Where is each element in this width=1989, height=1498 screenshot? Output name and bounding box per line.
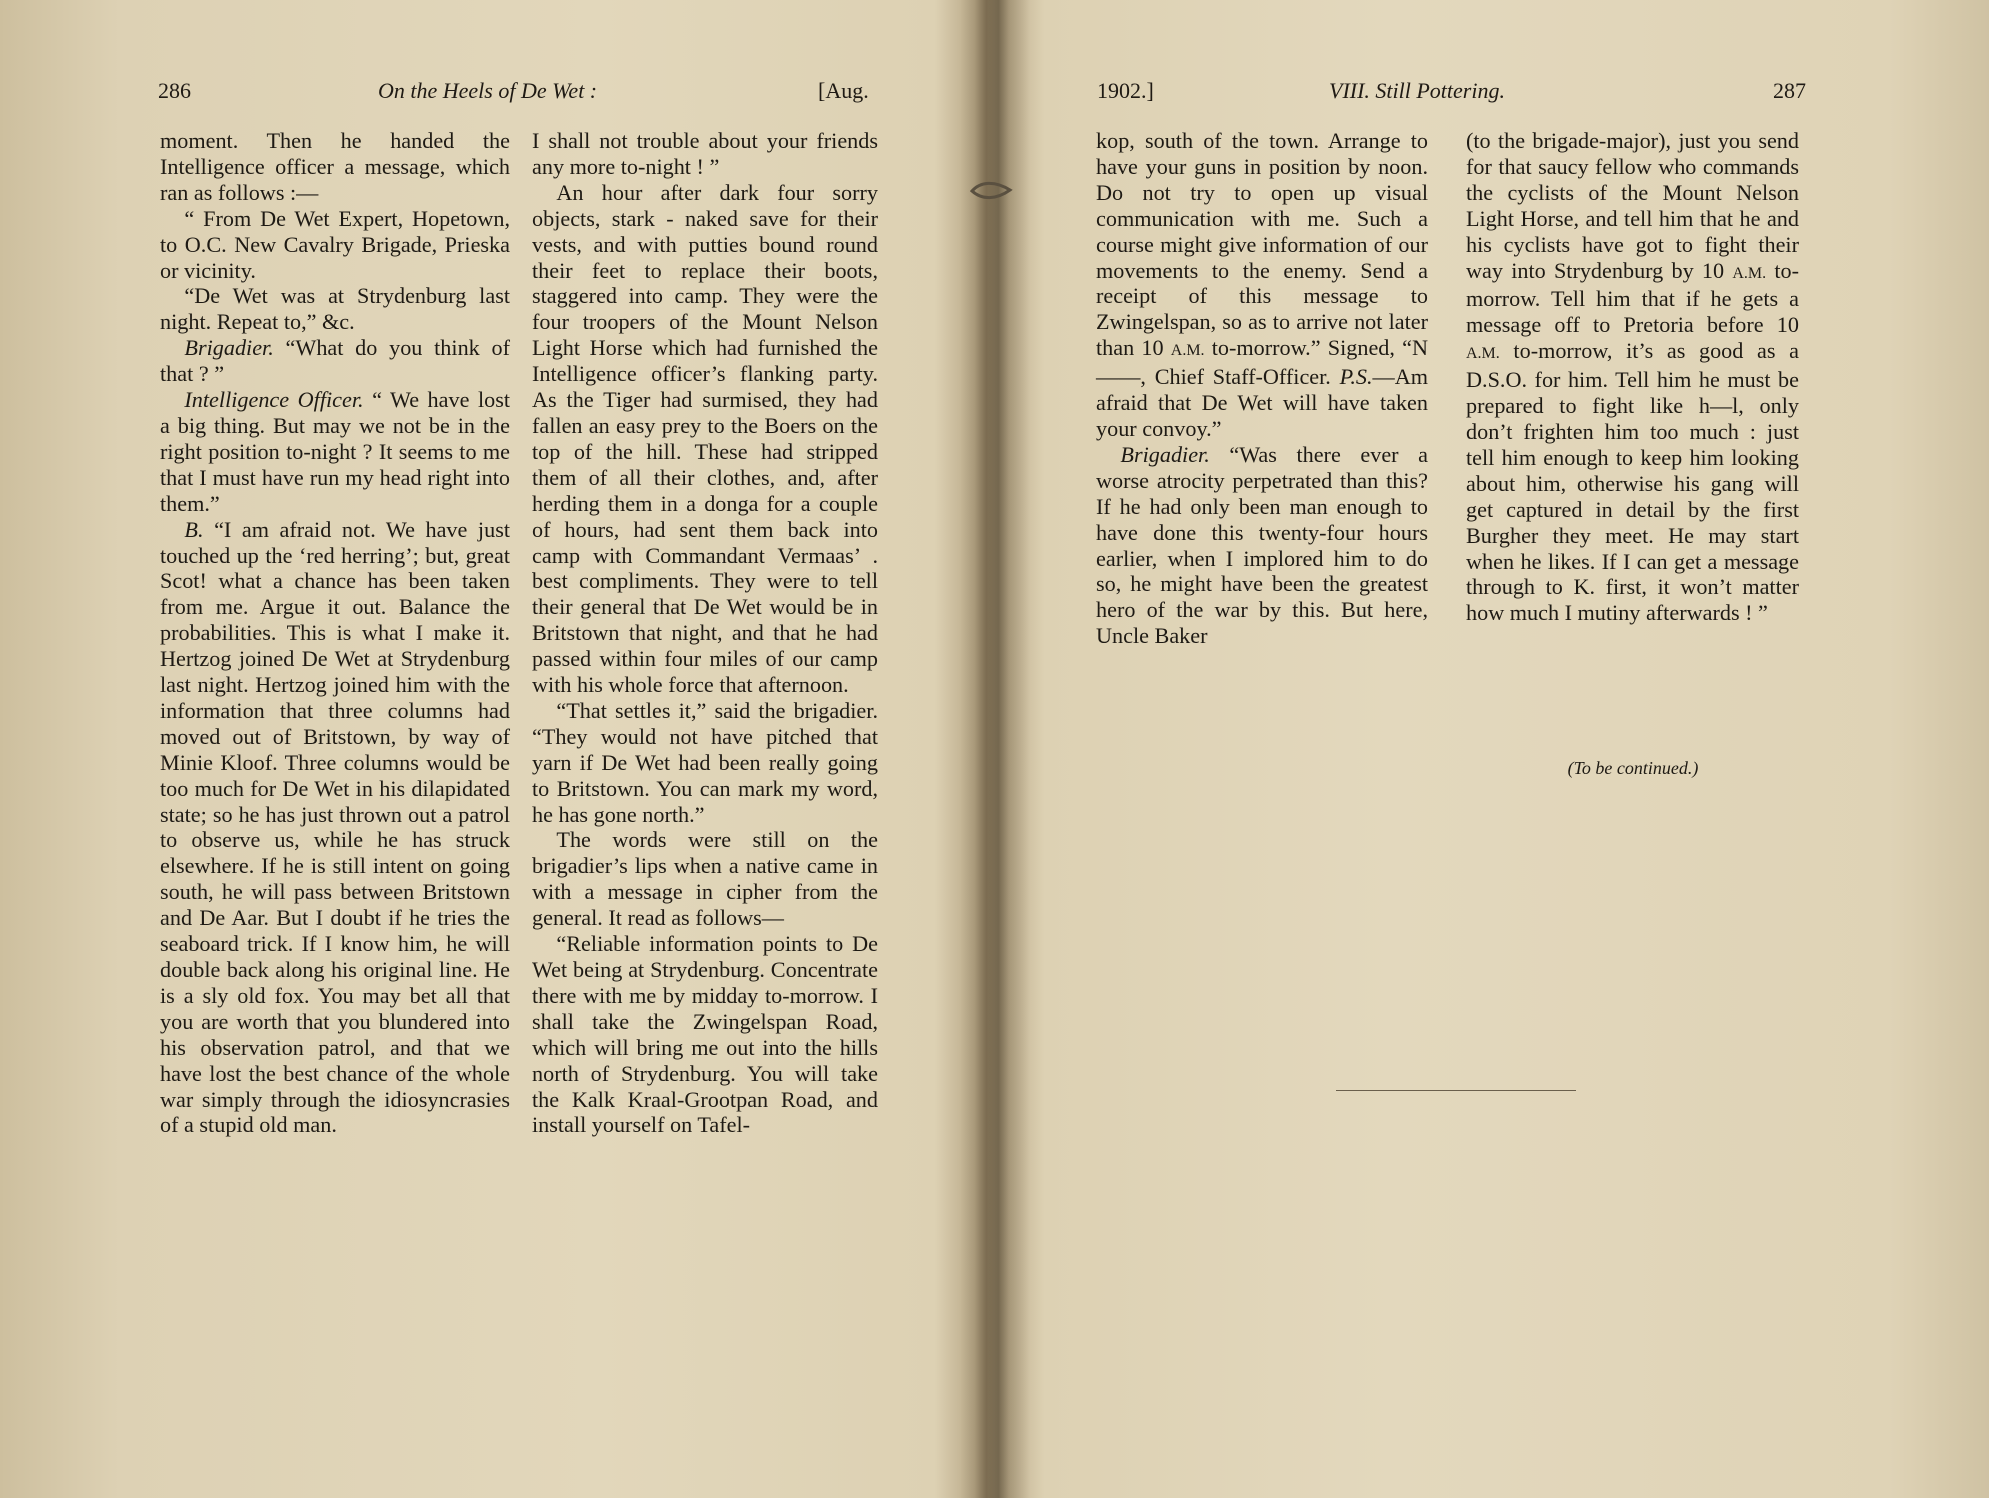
running-title: On the Heels of De Wet : [378,78,598,103]
dialogue-text: “ We have lost a big thing. But may we not be in the right position to-night ? It seems to me that I must have run my head right into them.” [160,387,511,516]
right-running-head [985,78,1989,108]
text-column-4 [1466,128,1799,626]
paragraph [160,335,510,387]
paragraph: An hour after dark four sorry objects, stark - naked save for their vests, and with putties bound round their feet to replace their boots, staggered into camp. They were the four troopers of the Mount Nelson Light Horse which had furnished the Intelligence officer’s flanking party. As the Tiger had surmised, they had fallen an easy prey to the Boers on the top of the hill. These had stripped them of all their clothes, and, after herding them in a donga for a couple of hours, had sent them back into camp with Commandant Vermaas’ . best compliments. They were to tell their general that De Wet would be in Britstown that night, and that he had passed within four miles of our camp with his whole force that afternoon. [532,179,878,698]
paragraph: The words were still on the brigadier’s lips when a native came in with a message in cipher from the general. It read as follows— [532,827,878,931]
dialogue-text: “What do you think of that ? ” [160,335,510,387]
dialogue-text: “Was there ever a worse atrocity perpetrated than this? If he had only been man enough to have done this twenty-four hours earlier, when I implored him to do so, he might have been the greatest hero of the war by this. But here, Uncle Baker [1096,441,1428,649]
page-number: 287 [1773,78,1806,103]
text-run: to-morrow. Tell him that if he gets a message off to Pretoria before 10 [1466,257,1799,338]
paragraph: “De Wet was at Strydenburg last night. Repeat to,” &c. [160,283,510,335]
text-run: to-morrow, it’s as good as a D.S.O. for him. Tell him he must be prepared to fight like h—l, only don’t frighten him too much : just tell him enough to keep him looking about him, otherwise his gang will get captured in detail by the first Burgher they meet. He may start when he likes. If I can get a message through to K. first, it won’t matter how much I mutiny afterwards ! ” [1466,338,1799,626]
end-rule [1336,1090,1576,1091]
dialogue-text: “I am afraid not. We have just touched up the ‘red herring’; but, great Scot! what a chance has been taken from me. Argue it out. Balance the probabilities. This is what I make it. Hertzog joined De Wet at Strydenburg last night. Hertzog joined him with the information that three columns had moved out of Britstown, by way of Minie Kloof. Three columns would be too much for De Wet in his dilapidated state; so he has just thrown out a patrol to observe us, while he has struck elsewhere. If he is still intent on going south, he will pass between Britstown and De Aar. But I doubt if he tries the seaboard trick. If I know him, he will double back along his original line. He is a sly old fox. You may bet all that you are worth that you blundered into his observation patrol, and that we have lost the best chance of the whole war simply through the idiosyncrasies of a stupid old man. [160,516,510,1138]
text-run: —Am afraid that De Wet will have taken your convoy.” [1096,364,1428,441]
paragraph [1466,128,1799,626]
text-run: kop, south of the town. Arrange to have your guns in position by noon. Do not try to open up visual communication with me. Such a course might give information of our movements to the enemy. Send a receipt of this message to Zwingelspan, so as to arrive not later than 10 [1096,128,1428,361]
paragraph: “That settles it,” said the brigadier. “They would not have pitched that yarn if De Wet had been really going to Britstown. You can mark my word, he has gone north.” [532,697,878,827]
running-date: 1902.] [1097,78,1154,103]
small-caps: A.M. [1170,342,1205,360]
text-run: (to the brigade-major), just you send for that saucy fellow who commands the cyclists of the Mount Nelson Light Horse, and tell him that he and his cyclists have got to fight their way into Strydenburg by 10 [1466,128,1799,283]
text-column-3 [1096,128,1428,649]
text-column-2 [532,128,878,1138]
paragraph [160,517,510,1139]
running-date: [Aug. [818,78,869,103]
page-number: 286 [158,78,191,103]
paragraph [1096,442,1428,649]
to-be-continued: (To be continued.) [1567,758,1699,778]
speaker-label: Brigadier. [1120,441,1210,467]
small-caps: A.M. [1732,264,1767,282]
paragraph: moment. Then he handed the Intelligence officer a message, which ran as follows :— [160,128,510,205]
paragraph: “ From De Wet Expert, Hopetown, to O.C. New Cavalry Brigade, Prieska or vicinity. [160,205,510,283]
paragraph: “Reliable information points to De Wet being at Strydenburg. Concentrate there with me by midday to-morrow. I shall take the Zwingelspan Road, which will bring me out into the hills north of Strydenburg. You will take the Kalk Kraal-Grootpan Road, and install yourself on Tafel- [532,931,878,1138]
speaker-label: B. [184,516,204,542]
speaker-label: Intelligence Officer. [184,387,364,413]
speaker-label: Brigadier. [184,335,274,361]
running-title: VIII. Still Pottering. [1329,78,1505,103]
paragraph [1096,128,1428,442]
text-run: to-morrow.” Signed, “N——, Chief Staff-Officer. [1096,335,1428,390]
paragraph: I shall not trouble about your friends any more to-night ! ” [532,128,878,179]
left-page [0,0,985,1498]
right-page [985,0,1989,1498]
left-running-head [0,78,985,108]
small-caps: A.M. [1466,345,1500,363]
postscript-label: P.S. [1339,364,1373,390]
paragraph [160,387,510,517]
text-column-1 [160,128,510,1138]
